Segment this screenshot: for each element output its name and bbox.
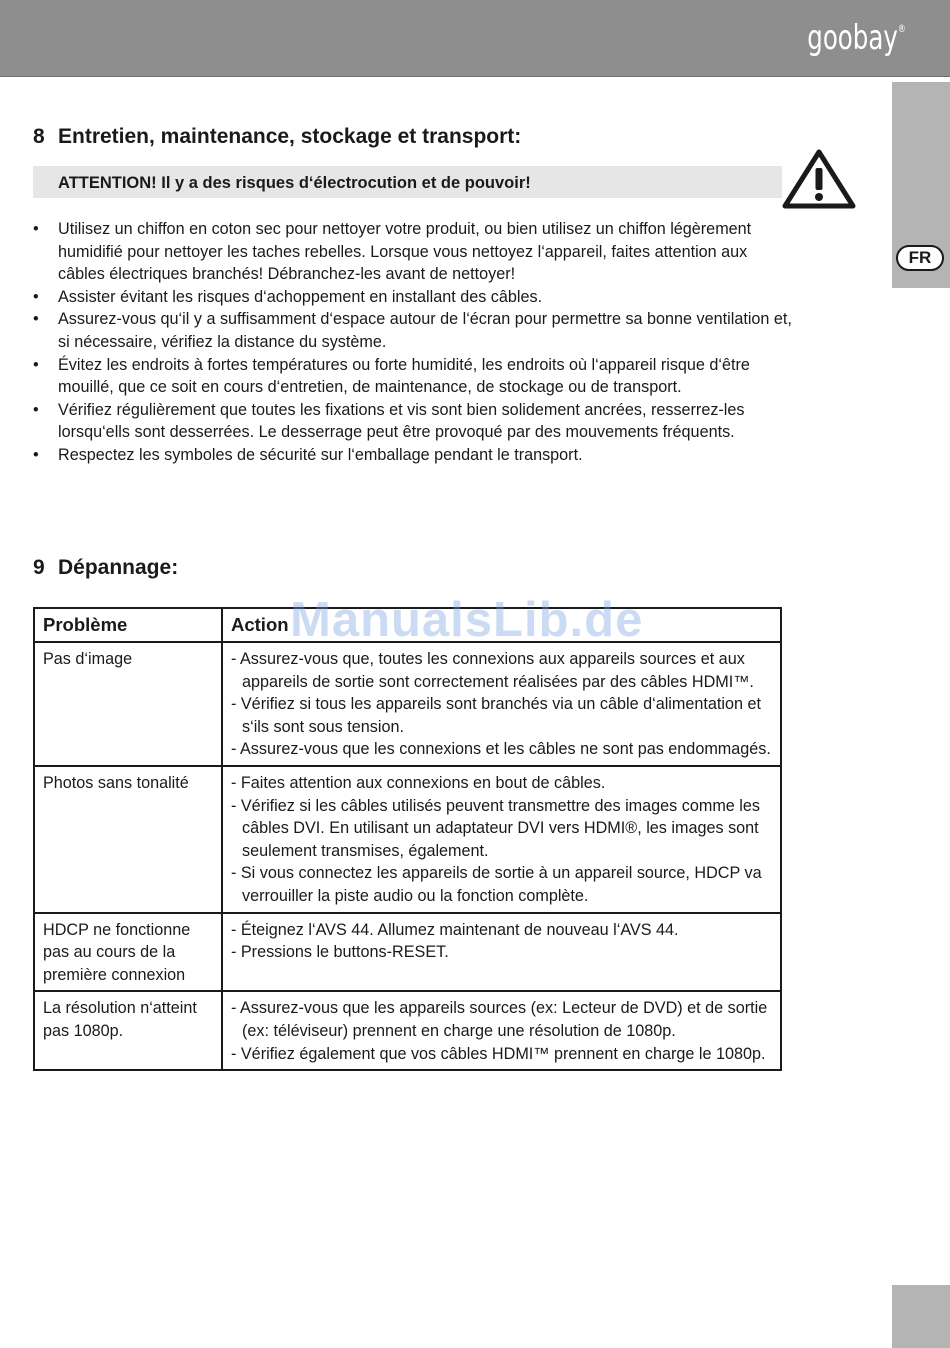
action-item: - Assurez-vous que les appareils sources (ex: Lecteur de DVD) et de sortie (ex: téléviseur) prennent en charge une résolution de 1080p. (231, 999, 768, 1040)
section-9-title: 9 Dépannage: (33, 556, 179, 579)
action-item: - Vérifiez également que vos câbles HDMI™ prennent en charge le 1080p. (231, 1044, 766, 1063)
action-item: - Assurez-vous que les connexions et les câbles ne sont pas endommagés. (231, 740, 771, 759)
problem-cell: Pas d‘image (34, 642, 222, 766)
maintenance-bullet-list (33, 218, 793, 467)
action-item: - Faites attention aux connexions en bout de câbles. (231, 773, 606, 792)
action-item: - Vérifiez si les câbles utilisés peuvent transmettre des images comme les câbles DVI. En utilisant un adaptateur DVI vers HDMI®, les images sont seulement transmises, également. (231, 796, 761, 860)
action-item: - Si vous connectez les appareils de sortie à un appareil source, HDCP va verrouiller la piste audio ou la fonction complète. (231, 864, 762, 905)
problem-cell: Photos sans tonalité (34, 766, 222, 913)
list-item: • Respectez les symboles de sécurité sur l‘emballage pendant le transport. (33, 444, 793, 467)
list-item: • Évitez les endroits à fortes températures ou forte humidité, les endroits où l‘appareil risque d‘être mouillé, que ce soit en cours d‘entretien, de maintenance, de stockage ou de transport. (33, 354, 793, 399)
watermark: ManualsLib.de (290, 593, 644, 647)
action-item: - Éteignez l‘AVS 44. Allumez maintenant de nouveau l‘AVS 44. (231, 920, 679, 939)
action-cell (222, 766, 781, 913)
action-item: - Vérifiez si tous les appareils sont branchés via un câble d‘alimentation et s‘ils sont sous tension. (231, 695, 761, 736)
action-item: - Assurez-vous que, toutes les connexions aux appareils sources et aux appareils de sortie sont correctement réalisées par des câbles HDMI™. (231, 650, 754, 691)
action-item: - Pressions le buttons-RESET. (231, 943, 449, 962)
side-tab (892, 82, 950, 288)
header-bar (0, 0, 950, 77)
troubleshooting-table (33, 607, 782, 1071)
brand-logo: goobay® (807, 18, 906, 58)
problem-cell: HDCP ne fonctionne pas au cours de la première connexion (34, 913, 222, 992)
action-cell (222, 991, 781, 1070)
table-row (34, 913, 781, 992)
warning-banner: ATTENTION! Il y a des risques d‘électrocution et de pouvoir! (33, 166, 782, 198)
column-header-problem: Problème (34, 608, 222, 642)
column-header-action: Action (222, 608, 781, 642)
list-item: • Utilisez un chiffon en coton sec pour nettoyer votre produit, ou bien utilisez un chiffon légèrement humidifié pour nettoyer les taches rebelles. Lorsque vous nettoyez l‘appareil, faites attention aux câbles électriques branchés! Débranchez-les avant de nettoyer! (33, 218, 793, 286)
warning-triangle-icon (782, 148, 856, 210)
table-row (34, 991, 781, 1070)
language-badge: FR (896, 245, 944, 271)
side-tab-bottom (892, 1285, 950, 1348)
table-row (34, 642, 781, 766)
list-item: • Assister évitant les risques d‘achoppement en installant des câbles. (33, 286, 793, 309)
action-cell (222, 913, 781, 992)
list-item: • Vérifiez régulièrement que toutes les fixations et vis sont bien solidement ancrées, resserrez-les lorsqu‘ells sont desserrées. Le desserrage peut être provoqué par des mouvements fréquents. (33, 399, 793, 444)
action-cell (222, 642, 781, 766)
list-item: • Assurez-vous qu‘il y a suffisamment d‘espace autour de l‘écran pour permettre sa bonne ventilation et, si nécessaire, vérifiez la distance du système. (33, 308, 793, 353)
section-8-title: 8 Entretien, maintenance, stockage et transport: (33, 125, 522, 148)
problem-cell: La résolution n‘atteint pas 1080p. (34, 991, 222, 1070)
table-row (34, 766, 781, 913)
